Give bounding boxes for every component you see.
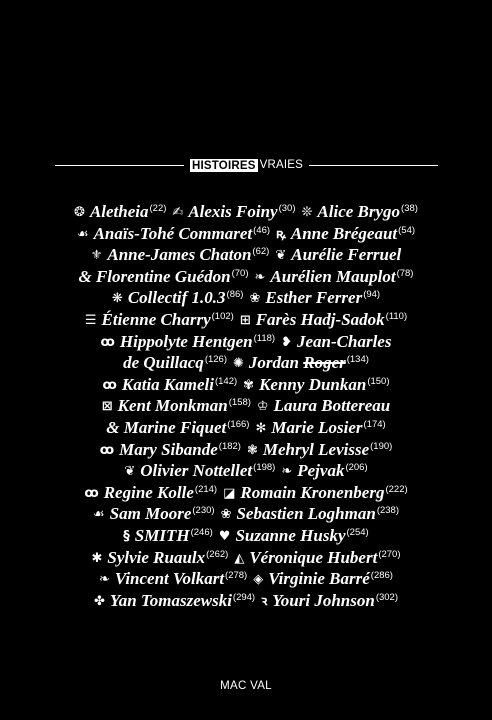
ornament-icon: ❦ <box>275 248 287 264</box>
artist-name: Aurélien Mauplot <box>270 266 396 286</box>
index-entry <box>123 526 212 545</box>
ornament-icon: ✾ <box>243 377 255 393</box>
index-entry <box>99 569 247 588</box>
index-entry <box>255 267 414 286</box>
page-number: (102) <box>211 310 234 322</box>
ornament-icon: ♔ <box>256 399 269 415</box>
index-entry <box>106 418 249 437</box>
index-line <box>20 587 472 609</box>
ornament-icon: ◈ <box>253 572 264 588</box>
index-entry <box>253 569 393 588</box>
index-entry <box>101 332 276 351</box>
ornament-icon: ꝏ <box>100 334 115 350</box>
artist-name: & Marine Fiquet <box>106 417 227 437</box>
index-entry <box>85 310 234 329</box>
ornament-icon: ❃ <box>246 442 258 458</box>
index-entry <box>172 202 295 221</box>
index-entry <box>124 461 275 480</box>
page-number: (230) <box>192 505 215 517</box>
index-entry <box>112 288 244 307</box>
page-number: (30) <box>278 203 296 214</box>
index-entry <box>91 245 270 264</box>
header-title-plain: VRAIES <box>259 159 303 171</box>
index-line <box>20 306 472 328</box>
index-entry <box>240 310 407 329</box>
index-line <box>20 457 472 479</box>
index-entry <box>84 483 217 502</box>
artist-name: Youri Johnson <box>272 590 375 610</box>
ornament-icon: ⊞ <box>239 312 251 328</box>
index-line <box>20 436 472 458</box>
artist-name: Katia Kameli <box>121 374 214 394</box>
index-line <box>20 220 472 242</box>
page-number: (270) <box>378 548 401 560</box>
section-header <box>55 157 438 173</box>
artist-name: Anne-James Chaton <box>107 245 252 265</box>
page-number: (150) <box>367 375 390 387</box>
index-line <box>20 263 472 285</box>
index-line <box>20 414 472 436</box>
ornament-icon: ✍ <box>172 205 184 220</box>
page-number: (238) <box>376 505 399 517</box>
page-number: (254) <box>346 526 369 538</box>
ornament-icon: ❂ <box>74 205 85 220</box>
artist-name: Aletheia <box>89 202 149 221</box>
page-number: (142) <box>214 375 238 387</box>
artist-name: Esther Ferrer <box>265 288 363 308</box>
ornament-icon: ❋ <box>111 291 123 307</box>
index-line <box>20 479 472 501</box>
header-title <box>190 159 303 172</box>
artist-name: SMITH <box>134 525 190 545</box>
index-line <box>20 349 472 371</box>
artist-name: de Quillacq <box>123 353 204 373</box>
page-number: (286) <box>370 570 393 582</box>
artist-name: Laura Bottereau <box>273 396 391 416</box>
page-number: (302) <box>375 591 398 603</box>
page-number: (206) <box>345 462 368 474</box>
ornament-icon: ꝛ <box>261 593 268 609</box>
artist-name: & Florentine Guédon <box>78 266 231 286</box>
index-line <box>20 565 472 587</box>
ornament-icon: ⊠ <box>101 399 113 415</box>
artist-name: Sebastien Loghman <box>236 504 376 524</box>
page-number: (126) <box>204 354 227 366</box>
header-rule-left <box>55 165 184 166</box>
artist-name: Kent Monkman <box>117 396 228 416</box>
artist-name: Virginie Barré <box>268 569 370 589</box>
page-number: (46) <box>253 224 271 236</box>
index-line <box>20 522 472 544</box>
ornament-icon: ☙ <box>93 507 105 523</box>
page-number: (222) <box>385 483 408 495</box>
index-line <box>20 544 472 566</box>
artist-name: Alexis Foiny <box>188 202 278 221</box>
artist-name: Vincent Volkart <box>114 569 225 589</box>
page-number: (86) <box>226 289 244 301</box>
index-entry <box>281 332 391 351</box>
ornament-icon: ◪ <box>223 485 236 501</box>
artist-name: Yan Tomaszewski <box>109 590 232 610</box>
ornament-icon: ❀ <box>249 291 261 307</box>
page-number: (134) <box>346 354 369 366</box>
index-entry <box>281 461 367 480</box>
artist-name: Collectif 1.0.3 <box>127 288 226 308</box>
header-title-boxed: HISTOIRES <box>192 159 256 172</box>
artist-name: Pejvak <box>297 461 345 481</box>
page-number: (54) <box>398 224 416 236</box>
page-number: (118) <box>253 332 276 344</box>
index-entry <box>221 504 399 523</box>
ornament-icon: ✻ <box>255 420 267 436</box>
artist-name: Jordan <box>248 353 299 373</box>
ornament-icon: ✤ <box>93 593 105 609</box>
ornament-icon: ꝏ <box>84 485 99 501</box>
index-entry <box>255 418 385 437</box>
index-entry <box>102 396 251 415</box>
artist-name: Mary Sibande <box>119 439 218 459</box>
index-entry <box>276 224 415 243</box>
page-number: (78) <box>396 267 414 279</box>
artist-name: Mehryl Levisse <box>262 439 370 459</box>
index-entry <box>91 548 228 567</box>
ornament-icon: ⚜ <box>90 248 103 264</box>
artist-name: Véronique Hubert <box>249 547 378 567</box>
page-number: (182) <box>218 440 241 452</box>
page-number: (158) <box>228 397 251 409</box>
page-number: (198) <box>253 462 276 474</box>
ornament-icon: ❊ <box>301 205 313 220</box>
page-number: (22) <box>149 203 167 214</box>
ornament-icon: ❧ <box>281 464 293 480</box>
ornament-icon: ☙ <box>76 226 89 242</box>
ornament-icon: ✺ <box>233 356 244 372</box>
index-entry <box>123 353 227 372</box>
index-entry <box>302 202 418 221</box>
index-entry <box>275 245 401 264</box>
page-number: (94) <box>363 289 381 301</box>
index-line <box>20 392 472 414</box>
ornament-icon: ꝏ <box>102 377 117 393</box>
index-entry <box>219 526 369 545</box>
ornament-icon: ꝶ <box>276 226 286 242</box>
index-entry <box>233 353 369 372</box>
index-entry <box>249 288 380 307</box>
artist-name: Romain Kronenberg <box>240 482 385 502</box>
ornament-icon: ✱ <box>91 550 103 566</box>
page-number: (62) <box>252 246 270 258</box>
artist-index <box>20 198 472 608</box>
artist-name: Étienne Charry <box>101 309 211 329</box>
index-entry <box>94 591 255 610</box>
ornament-icon: ❥ <box>281 334 292 350</box>
artist-name: Olivier Nottellet <box>140 461 253 481</box>
page-number: (262) <box>206 548 229 560</box>
artist-name: Marie Losier <box>271 417 363 437</box>
artist-name: Aurélie Ferruel <box>291 245 402 265</box>
ornament-icon: ꝏ <box>99 442 115 458</box>
artist-name: Hippolyte Hentgen <box>119 331 253 351</box>
page-number: (166) <box>227 418 250 430</box>
ornament-icon: ❀ <box>220 507 232 523</box>
index-entry <box>223 483 408 502</box>
index-entry <box>103 375 238 394</box>
struck-name: Roger <box>303 353 346 373</box>
page-number: (110) <box>385 310 408 322</box>
artist-name: Suzanne Husky <box>235 525 346 545</box>
page-number: (190) <box>370 440 393 452</box>
index-entry <box>79 267 249 286</box>
index-line <box>20 284 472 306</box>
index-entry <box>77 224 270 243</box>
index-entry <box>93 504 215 523</box>
artist-name: Jean-Charles <box>297 331 392 351</box>
index-line <box>20 371 472 393</box>
artist-name: Anaïs-Tohé Commaret <box>93 223 253 243</box>
index-entry <box>100 440 241 459</box>
artist-name: Farès Hadj-Sadok <box>255 309 385 329</box>
artist-name: Anne Brégeaut <box>290 223 398 243</box>
page-number: (214) <box>194 483 218 495</box>
index-line <box>20 198 472 220</box>
ornament-icon: § <box>123 528 130 544</box>
artist-name: Regine Kolle <box>103 482 194 502</box>
ornament-icon: ◭ <box>234 550 245 566</box>
ornament-icon: ❧ <box>254 269 266 285</box>
index-entry <box>234 548 400 567</box>
index-entry <box>257 396 390 415</box>
artist-name: Alice Brygo <box>317 202 401 221</box>
page-number: (278) <box>225 570 248 582</box>
page-number: (246) <box>190 526 213 538</box>
page-number: (38) <box>401 203 418 214</box>
index-entry <box>261 591 398 610</box>
ornament-icon: ❦ <box>124 464 136 480</box>
index-entry <box>243 375 389 394</box>
publisher-name: MAC VAL <box>220 680 272 692</box>
page-number: (174) <box>363 418 386 430</box>
artist-name: Sam Moore <box>109 504 192 524</box>
artist-name: Kenny Dunkan <box>259 374 367 394</box>
index-entry <box>74 202 166 221</box>
artist-name: Sylvie Ruaulx <box>107 547 206 567</box>
ornament-icon: ♥ <box>218 528 231 544</box>
header-rule-right <box>309 165 438 166</box>
page-number: (70) <box>231 267 249 279</box>
page-number: (294) <box>232 591 256 603</box>
ornament-icon: ☰ <box>84 312 97 328</box>
index-entry <box>247 440 392 459</box>
ornament-icon: ❧ <box>99 572 110 588</box>
